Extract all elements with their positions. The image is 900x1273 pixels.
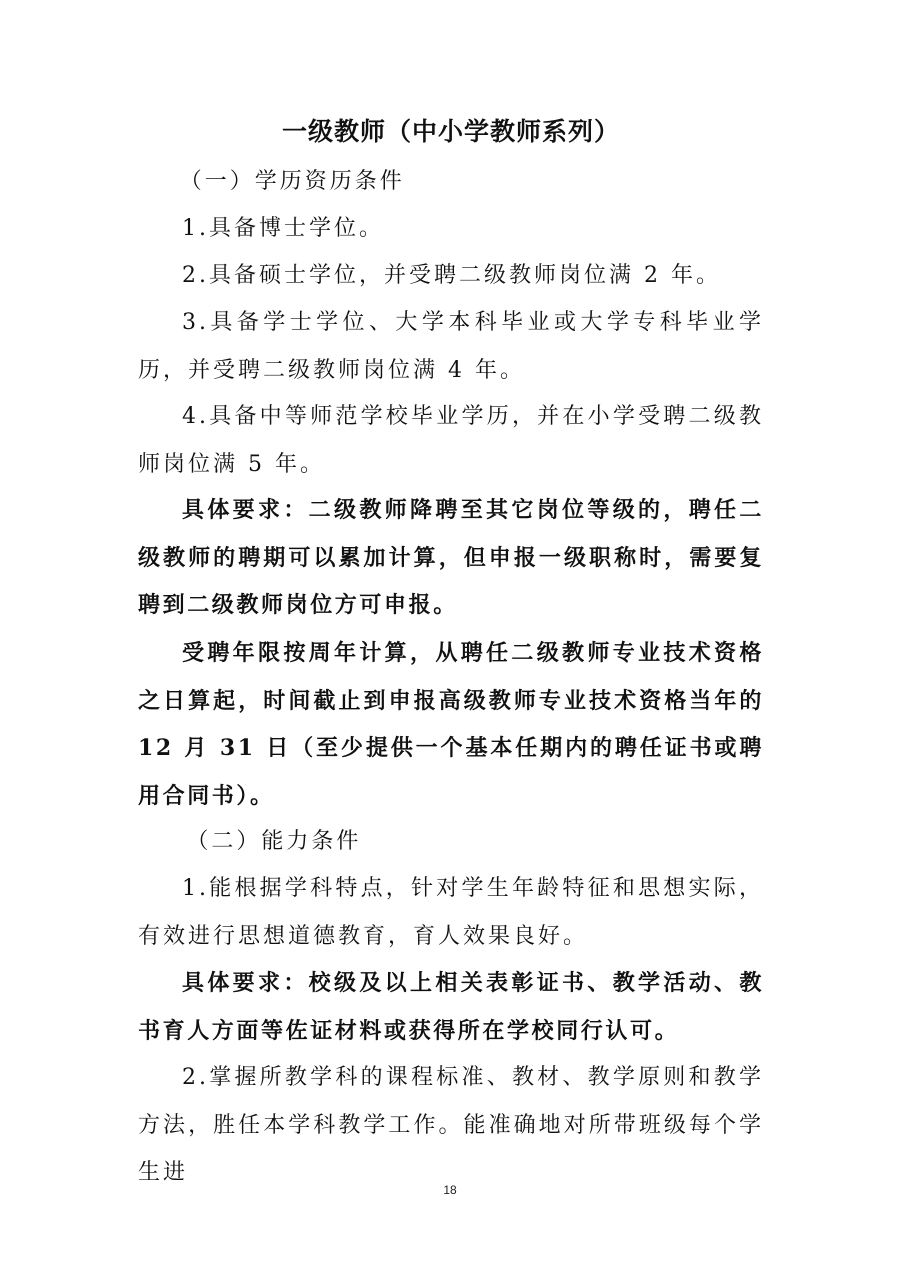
section-heading-education: （一）学历资历条件 [179, 169, 405, 194]
paragraph-item-2: 2.具备硕士学位，并受聘二级教师岗位满 2 年。 [182, 263, 721, 288]
paragraph-item-4: 4.具备中等师范学校毕业学历，并在小学受聘二级教师岗位满 5 年。 [138, 404, 764, 477]
paragraph-requirement-3: 具体要求：校级及以上相关表彰证书、教学活动、教书育人方面等佐证材料或获得所在学校同行认可。 [138, 970, 764, 1044]
paragraph-item-1: 1.具备博士学位。 [182, 216, 384, 241]
document-title: 一级教师（中小学教师系列） [281, 117, 620, 146]
paragraph-requirement-1: 具体要求：二级教师降聘至其它岗位等级的，聘任二级教师的聘期可以累加计算，但申报一级职称时，需要复聘到二级教师岗位方可申报。 [138, 497, 764, 619]
paragraph-ability-1: 1.能根据学科特点，针对学生年龄特征和思想实际，有效进行思想道德教育，育人效果良好。 [138, 876, 764, 949]
section-heading-ability: （二）能力条件 [186, 829, 362, 854]
page-number: 18 [443, 1183, 457, 1197]
paragraph-ability-2: 2.掌握所教学科的课程标准、教材、教学原则和教学方法，胜任本学科教学工作。能准确地对所带班级每个学生进 [138, 1065, 764, 1186]
paragraph-requirement-2: 受聘年限按周年计算，从聘任二级教师专业技术资格之日算起，时间截止到申报高级教师专业技术资格当年的 12 月 31 日（至少提供一个基本任期内的聘任证书或聘用合同书）。 [138, 640, 764, 809]
paragraph-item-3: 3.具备学士学位、大学本科毕业或大学专科毕业学历，并受聘二级教师岗位满 4 年。 [138, 310, 764, 383]
